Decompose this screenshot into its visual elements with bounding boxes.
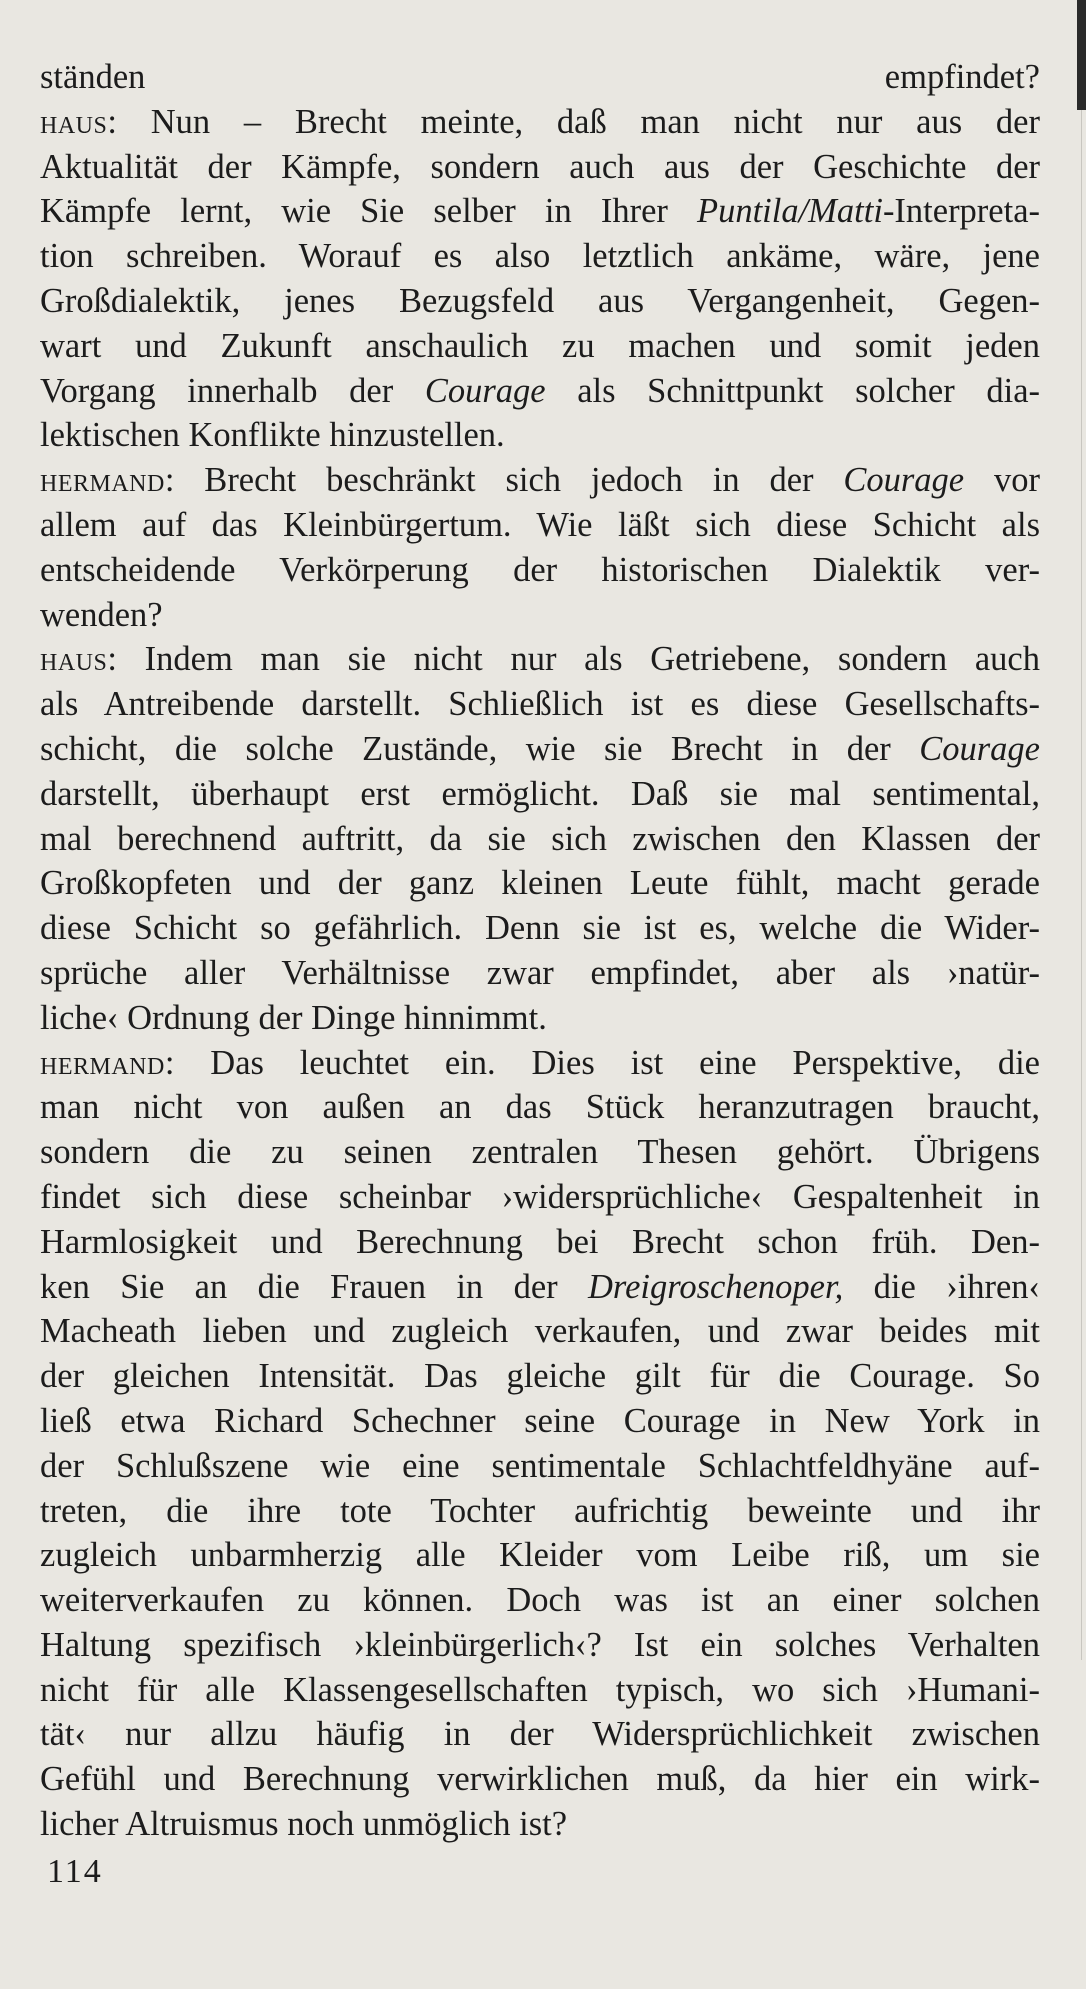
text-line: Macheath lieben und zugleich verkaufen, und zwar beides mit	[40, 1312, 1040, 1351]
text-line: Harmlosigkeit und Berechnung bei Brecht schon früh. Den-	[40, 1222, 1040, 1261]
text-run: Kämpfe lernt, wie Sie selber in Ihrer	[40, 192, 698, 231]
text-run: vor	[964, 461, 1040, 500]
text-run: ken Sie an die Frauen in der	[40, 1267, 589, 1306]
text-line: ließ etwa Richard Schechner seine Courage in New York in	[40, 1401, 1040, 1440]
page-number: 114	[47, 1853, 103, 1890]
text-line: tät‹ nur allzu häufig in der Widersprüchlichkeit zwischen	[40, 1715, 1040, 1754]
text-line: entscheidende Verkörperung der historischen Dialektik ver-	[40, 550, 1040, 589]
text-line: Großkopfeten und der ganz kleinen Leute fühlt, macht gerade	[40, 864, 1040, 903]
speaker-name: hermand	[40, 461, 165, 500]
text-line: Gefühl und Berechnung verwirklichen muß, da hier ein wirk-	[40, 1760, 1040, 1799]
text-line: wenden?	[40, 595, 163, 634]
text-line: lektischen Konflikte hinzustellen.	[40, 416, 505, 455]
text-line: darstellt, überhaupt erst ermöglicht. Daß sie mal sentimental,	[40, 774, 1040, 813]
text-line	[40, 369, 1040, 414]
text-line	[40, 189, 1040, 234]
speaker-name: haus	[40, 102, 108, 141]
text-line: liche‹ Ordnung der Dinge hinnimmt.	[40, 998, 547, 1037]
italic-title: Puntila/Matti	[697, 192, 883, 231]
italic-title: Courage	[843, 461, 965, 500]
text-line: sondern die zu seinen zentralen Thesen gehört. Übrigens	[40, 1133, 1040, 1172]
text-run: schicht, die solche Zustände, wie sie Brecht in der	[40, 729, 920, 768]
text-line: mal berechnend auftritt, da sie sich zwischen den Klassen der	[40, 819, 1040, 858]
text-line: Großdialektik, jenes Bezugsfeld aus Vergangenheit, Gegen-	[40, 281, 1040, 320]
page-edge-shadow	[1077, 0, 1086, 110]
text-run: -Interpreta-	[882, 192, 1040, 231]
dialogue-line	[40, 1041, 1040, 1086]
text-line: findet sich diese scheinbar ›widersprüchliche‹ Gespaltenheit in	[40, 1177, 1040, 1216]
text-line: als Antreibende darstellt. Schließlich ist es diese Gesellschafts-	[40, 685, 1040, 724]
text-line	[40, 1265, 1040, 1310]
text-line: ständen empfindet?	[40, 58, 1040, 96]
text-line: nicht für alle Klassengesellschaften typisch, wo sich ›Humani-	[40, 1670, 1040, 1709]
text-line: tion schreiben. Worauf es also letztlich ankäme, wäre, jene	[40, 237, 1040, 276]
dialogue-line	[40, 100, 1040, 145]
text-run: : Nun – Brecht meinte, daß man nicht nur aus der	[107, 102, 1040, 141]
text-run: : Indem man sie nicht nur als Getriebene, sondern auch	[107, 640, 1040, 679]
text-line: treten, die ihre tote Tochter aufrichtig beweinte und ihr	[40, 1491, 1040, 1530]
text-run: : Brecht beschränkt sich jedoch in der	[164, 461, 844, 500]
italic-title: Courage	[919, 729, 1040, 768]
speaker-name: haus	[40, 640, 108, 679]
text-line: weiterverkaufen zu können. Doch was ist an einer solchen	[40, 1581, 1040, 1620]
text-line: der Schlußszene wie eine sentimentale Schlachtfeldhyäne auf-	[40, 1446, 1040, 1485]
text-line: Aktualität der Kämpfe, sondern auch aus der Geschichte der	[40, 147, 1040, 186]
text-run: Vorgang innerhalb der	[40, 371, 425, 410]
text-line: wart und Zukunft anschaulich zu machen und somit jeden	[40, 326, 1040, 365]
dialogue-line	[40, 637, 1040, 682]
text-run: : Das leuchtet ein. Dies ist eine Perspektive, die	[164, 1043, 1040, 1082]
text-line: diese Schicht so gefährlich. Denn sie ist es, welche die Wider-	[40, 909, 1040, 948]
text-line: Haltung spezifisch ›kleinbürgerlich‹? Ist ein solches Verhalten	[40, 1625, 1040, 1664]
dialogue-line	[40, 458, 1040, 503]
text-line	[40, 727, 1040, 772]
text-line: licher Altruismus noch unmöglich ist?	[40, 1805, 568, 1844]
italic-title: Courage	[424, 371, 546, 410]
text-run: als Schnittpunkt solcher dia-	[545, 371, 1040, 410]
text-line: zugleich unbarmherzig alle Kleider vom Leibe riß, um sie	[40, 1536, 1040, 1575]
text-run: die ›ihren‹	[843, 1267, 1041, 1306]
page-body	[40, 55, 1040, 1847]
page-edge-line	[1081, 110, 1082, 1660]
speaker-name: hermand	[40, 1043, 165, 1082]
italic-title: Dreigroschenoper,	[588, 1267, 844, 1306]
text-line: man nicht von außen an das Stück heranzutragen braucht,	[40, 1088, 1040, 1127]
text-line: allem auf das Kleinbürgertum. Wie läßt sich diese Schicht als	[40, 505, 1040, 544]
text-line: sprüche aller Verhältnisse zwar empfindet, aber als ›natür-	[40, 953, 1040, 992]
text-line: der gleichen Intensität. Das gleiche gilt für die Courage. So	[40, 1357, 1040, 1396]
